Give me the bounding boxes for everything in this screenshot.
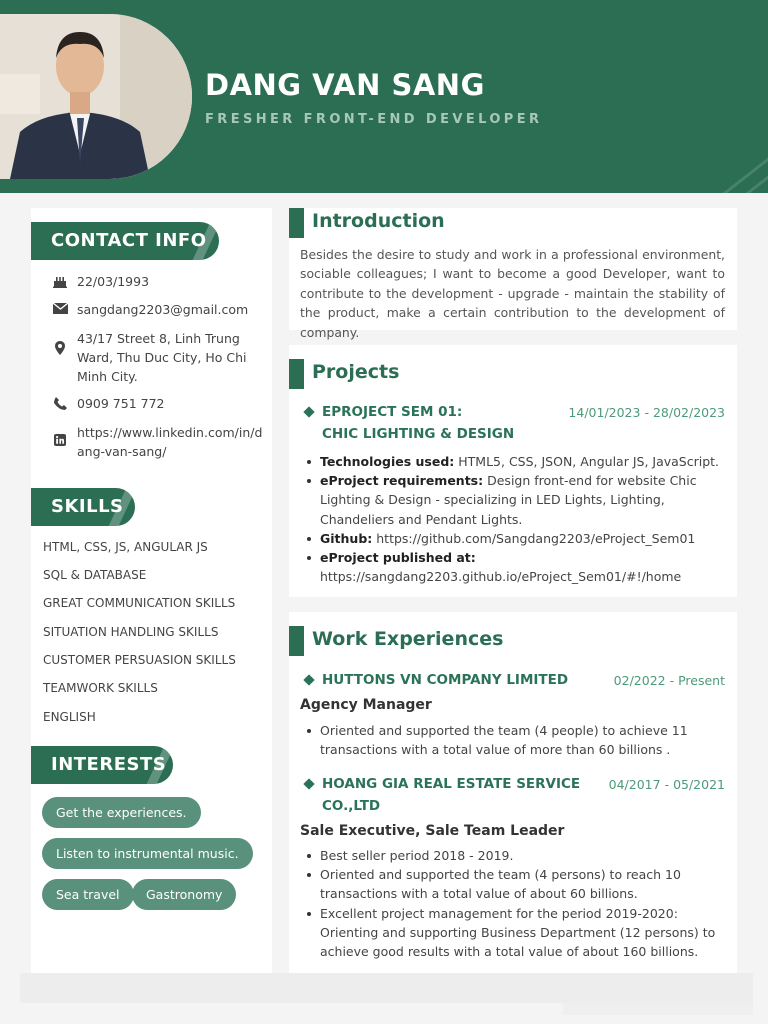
interest-chip: Sea travel [42,879,134,910]
skill-item: TEAMWORK SKILLS [43,681,158,695]
list-item: Oriented and supported the team (4 persons) to reach 10 transactions with a total value of about 60 billions. [320,865,725,903]
list-item: eProject requirements: Design front-end for website Chic Lighting & Design - specializing in LED Lights, Lighting, Chandeliers and Pendant Lights. [320,471,725,529]
contact-email[interactable]: sangdang2203@gmail.com [43,300,269,319]
candidate-name: DANG VAN SANG [205,68,485,102]
project-date: 14/01/2023 - 28/02/2023 [568,405,725,420]
skill-item: SITUATION HANDLING SKILLS [43,625,219,639]
interests-heading: INTERESTS [31,746,173,784]
list-item: Excellent project management for the period 2019-2020: Orienting and supporting Business Department (12 persons) to achieve good results with a total value of about 160 billions. [320,904,725,962]
interest-chip: Get the experiences. [42,797,201,828]
list-item[interactable]: Github: https://github.com/Sangdang2203/eProject_Sem01 [320,529,725,548]
contact-birthday: 22/03/1993 [43,272,269,291]
skill-item: CUSTOMER PERSUASION SKILLS [43,653,236,667]
list-item[interactable]: eProject published at: https://sangdang2203.github.io/eProject_Sem01/#!/home [320,548,725,586]
profile-photo [0,14,192,179]
diamond-bullet-icon [303,674,314,685]
diamond-bullet-icon [303,778,314,789]
introduction-text: Besides the desire to study and work in a professional environment, sociable colleagues; I want to become a good Developer, want to contribute to the development - upgrade - maintain the stability of the product, make a certain contribution to the development of company. [300,247,725,340]
job-date: 04/2017 - 05/2021 [608,777,725,792]
cake-icon [43,272,77,291]
left-sidebar [31,208,272,973]
contact-info-heading: CONTACT INFO [31,222,219,260]
work-experience-section: Work Experiences HUTTONS VN COMPANY LIMITED 02/2022 - Present Agency Manager Oriented and supported the team (4 people) to achieve 11 transactions with a total value of more than 60 billions . HOANG GIA REAL ESTATE SERVICE CO.,LTD 04/2017 - 05/2021 Sale Executive, Sale Team Leader Best seller period 2018 - 2019. Oriented and supported the team (4 persons) to reach 10 transactions with a total value of about 60 billions. Excellent project management for the period 2019-2020: Orienting and supporting Business Department (12 persons) to achieve good results with a total value of about 160 billions. [289,612,737,973]
company-name: HUTTONS VN COMPANY LIMITED [302,669,568,691]
skill-item: GREAT COMMUNICATION SKILLS [43,596,236,610]
header-banner [0,0,768,193]
linkedin-icon [43,423,77,461]
job-role: Sale Executive, Sale Team Leader [300,823,565,839]
interest-chip: Listen to instrumental music. [42,838,253,869]
list-item: Best seller period 2018 - 2019. [320,846,725,865]
job-date: 02/2022 - Present [613,673,725,688]
list-item: Oriented and supported the team (4 people) to achieve 11 transactions with a total value of more than 60 billions . [320,721,725,759]
job-achievements [320,721,725,759]
phone-icon [43,394,77,413]
footer-strip [20,973,753,1003]
diamond-bullet-icon [303,406,314,417]
project-details [320,452,725,586]
project-title: EPROJECT SEM 01: CHIC LIGHTING & DESIGN [302,401,514,445]
contact-address: 43/17 Street 8, Linh Trung Ward, Thu Duc City, Ho Chi Minh City. [43,329,269,386]
contact-linkedin[interactable]: https://www.linkedin.com/in/dang-van-sang/ [43,423,269,461]
skill-item: SQL & DATABASE [43,568,147,582]
introduction-section: Introduction Besides the desire to study and work in a professional environment, sociable colleagues; I want to become a good Developer, want to contribute to the development - upgrade - maintain the stability of the product, make a certain contribution to the development of company. [289,208,737,330]
interest-chip: Gastronomy [132,879,236,910]
skill-item: ENGLISH [43,710,96,724]
candidate-title: FRESHER FRONT-END DEVELOPER [205,112,543,127]
job-achievements [320,846,725,961]
list-item: Technologies used: HTML5, CSS, JSON, Angular JS, JavaScript. [320,452,725,471]
skills-heading: SKILLS [31,488,135,526]
envelope-icon [43,300,77,319]
company-name: HOANG GIA REAL ESTATE SERVICE CO.,LTD [302,773,580,817]
map-pin-icon [43,329,77,386]
contact-phone[interactable]: 0909 751 772 [43,394,269,413]
skill-item: HTML, CSS, JS, ANGULAR JS [43,540,208,554]
projects-section: Projects EPROJECT SEM 01: CHIC LIGHTING & DESIGN 14/01/2023 - 28/02/2023 Technologies used: HTML5, CSS, JSON, Angular JS, JavaScript. eProject requirements: Design front-end for website Chic Lighting & Design - specializing in LED Lights, Lighting, Chandeliers and Pendant Lights. Github: https://github.com/Sangdang2203/eProject_Sem01 eProject published at: https://sangdang2203.github.io/eProject_Sem01/#!/home [289,345,737,597]
footer-strip-small [563,1003,753,1015]
job-role: Agency Manager [300,697,432,713]
